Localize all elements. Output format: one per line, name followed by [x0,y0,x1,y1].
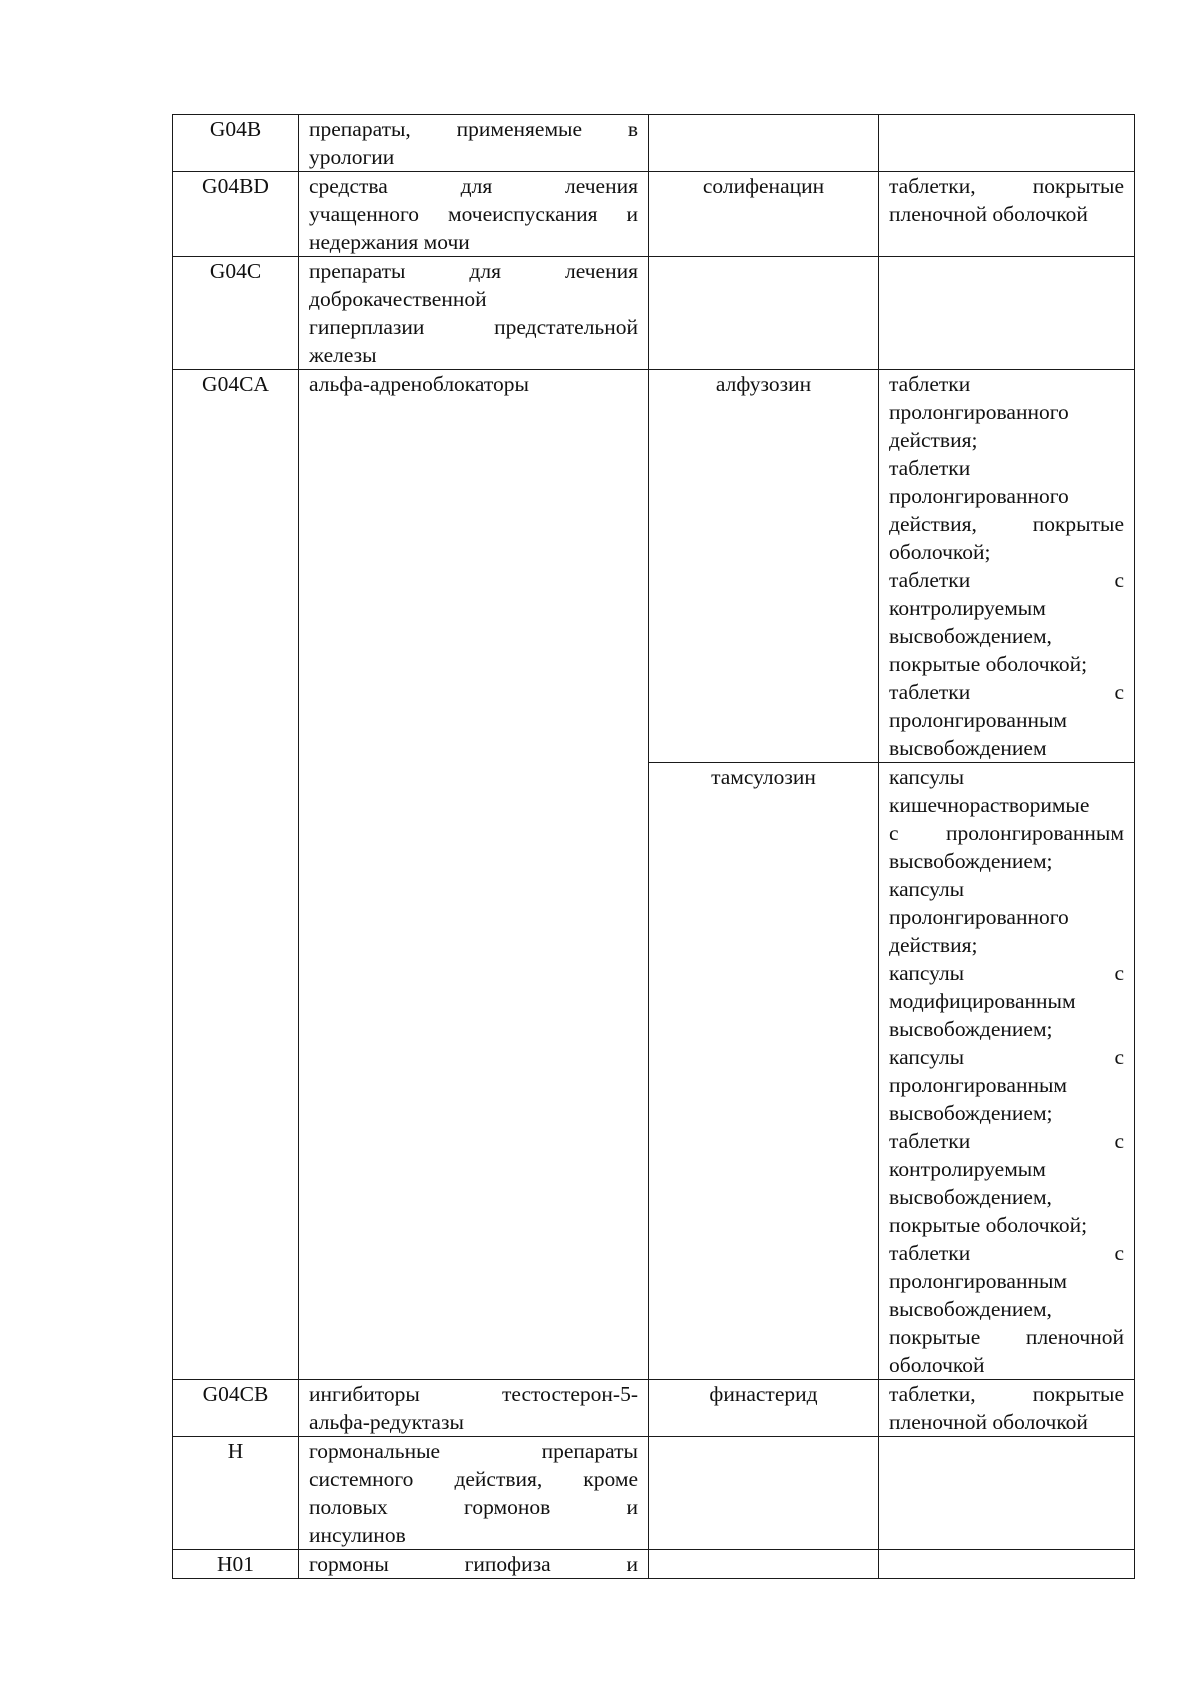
drug-name-cell: тамсулозин [649,763,879,1380]
atc-code-cell: H [173,1437,299,1550]
dosage-form-cell: таблетки, покрытые пленочной оболочкой [879,1380,1135,1437]
group-name-cell: гормоны гипофиза и [299,1550,649,1579]
atc-code-cell: G04C [173,257,299,370]
group-name-cell: ингибиторы тестостерон-5- альфа-редуктазы [299,1380,649,1437]
group-name-cell: средства для лечения учащенного мочеиспускания и недержания мочи [299,172,649,257]
drug-name-cell [649,1437,879,1550]
atc-code-cell: G04CB [173,1380,299,1437]
atc-code-cell: G04BD [173,172,299,257]
table-row [173,1380,1135,1437]
dosage-form-cell [879,1550,1135,1579]
atc-code-cell: G04B [173,115,299,172]
group-name-cell: гормональные препараты системного действия, кроме половых гормонов и инсулинов [299,1437,649,1550]
dosage-form-cell [879,257,1135,370]
dosage-form-cell: таблетки, покрытые пленочной оболочкой [879,172,1135,257]
group-name-cell: препараты для лечения доброкачественной гиперплазии предстательной железы [299,257,649,370]
group-name-cell: альфа-адреноблокаторы [299,370,649,1380]
table-row [173,1437,1135,1550]
drug-name-cell: солифенацин [649,172,879,257]
table-row [173,370,1135,763]
dosage-form-cell: капсулы кишечнорастворимые с пролонгированным высвобождением; капсулы пролонгированного действия; капсулы с модифицированным высвобождением; капсулы с пролонгированным высвобождением; таблетки с контролируемым высвобождением, покрытые оболочкой; таблетки с пролонгированным высвобождением, покрытые пленочной оболочкой [879,763,1135,1380]
table-row [173,257,1135,370]
drug-name-cell: финастерид [649,1380,879,1437]
drug-classification-table [172,114,1135,1579]
dosage-form-cell [879,115,1135,172]
table-row [173,172,1135,257]
group-name-cell: препараты, применяемые в урологии [299,115,649,172]
table-row [173,1550,1135,1579]
table-row [173,115,1135,172]
drug-name-cell [649,115,879,172]
atc-code-cell: H01 [173,1550,299,1579]
drug-name-cell: алфузозин [649,370,879,763]
atc-code-cell: G04CA [173,370,299,1380]
drug-name-cell [649,1550,879,1579]
dosage-form-cell: таблетки пролонгированного действия; таблетки пролонгированного действия, покрытые оболочкой; таблетки с контролируемым высвобождением, покрытые оболочкой; таблетки с пролонгированным высвобождением [879,370,1135,763]
dosage-form-cell [879,1437,1135,1550]
drug-name-cell [649,257,879,370]
